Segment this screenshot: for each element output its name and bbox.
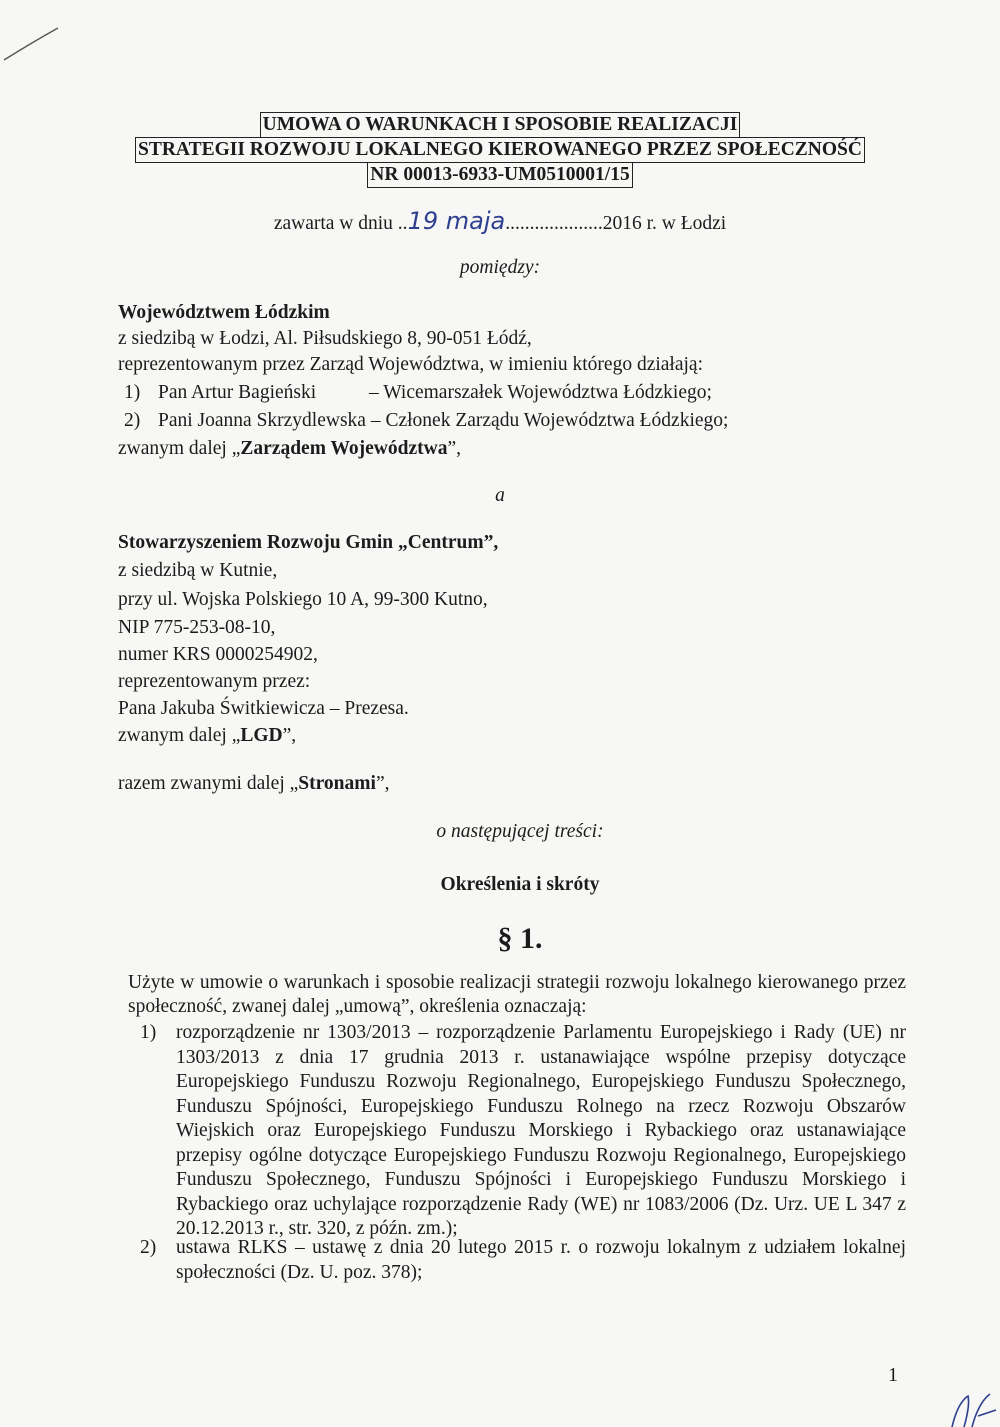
party2-nip: NIP 775-253-08-10, xyxy=(118,617,276,638)
handwritten-date: 19 maja xyxy=(407,207,506,235)
together-name: Stronami xyxy=(298,773,376,794)
party2-name: Stowarzyszeniem Rozwoju Gmin „Centrum”, xyxy=(118,532,499,553)
party1-represented: reprezentowanym przez Zarząd Województwa, w imieniu którego działają: xyxy=(118,354,703,375)
date-suffix: ....................2016 r. w Łodzi xyxy=(505,213,727,234)
date-prefix: zawarta w dniu .. xyxy=(273,213,408,234)
definition-text: rozporządzenie nr 1303/2013 – rozporządzenie Parlamentu Europejskiego i Rady (UE) nr 1303/2013 z dnia 17 grudnia 2013 r. ustanawiające wspólne przepisy dotyczące Europejskiego Funduszu Rozwoju Regionalnego, Europejskiego Funduszu Społecznego, Funduszu Spójności, Europejskiego Funduszu Rolnego na rzecz Rozwoju Obszarów Wiejskich oraz Europejskiego Funduszu Morskiego i Rybackiego oraz ustanawiające przepisy ogólne dotyczące Europejskiego Funduszu Rozwoju Regionalnego, Europejskiego Funduszu Społecznego, Funduszu Spójności i Europejskiego Funduszu Morskiego i Rybackiego oraz uchylające rozporządzenie Rady (WE) nr 1083/2006 (Dz. Urz. UE L 347 z 20.12.2013 r., str. 320, z późn. zm.); xyxy=(176,1022,906,1239)
party1-rep1-name: Pan Artur Bagieński xyxy=(158,382,317,403)
together-prefix: razem zwanymi dalej „ xyxy=(118,773,299,794)
party1-rep2-num: 2) xyxy=(124,410,141,431)
following-label: o następującej treści: xyxy=(436,821,604,842)
party1-name: Województwem Łódzkim xyxy=(118,302,330,323)
agreement-title xyxy=(0,112,1000,187)
party2-krs: numer KRS 0000254902, xyxy=(118,644,318,665)
party2-called-suffix: ”, xyxy=(282,725,297,746)
title-line-3: NR 00013-6933-UM0510001/15 xyxy=(367,162,632,188)
party1-called-name: Zarządem Województwa xyxy=(240,438,448,459)
definition-text: ustawa RLKS – ustawę z dnia 20 lutego 2015 r. o rozwoju lokalnym z udziałem lokalnej społeczności (Dz. U. poz. 378); xyxy=(176,1237,906,1283)
party1-rep1-role: – Wicemarszałek Województwa Łódzkiego; xyxy=(369,382,712,403)
party2-address: przy ul. Wojska Polskiego 10 A, 99-300 Kutno, xyxy=(118,589,488,610)
definition-number: 2) xyxy=(140,1237,157,1258)
paragraph-mark: § 1. xyxy=(497,922,543,955)
together-suffix: ”, xyxy=(375,773,390,794)
together-called xyxy=(118,772,389,796)
handwritten-initials xyxy=(952,1394,996,1427)
title-line-2: STRATEGII ROZWOJU LOKALNEGO KIEROWANEGO PRZEZ SPOŁECZNOŚĆ xyxy=(135,137,865,163)
conclusion-date-line xyxy=(0,209,1000,236)
party2-called xyxy=(118,724,296,748)
party1-rep2-text: Pani Joanna Skrzydlewska – Członek Zarządu Województwa Łódzkiego; xyxy=(158,410,729,431)
party2-seat: z siedzibą w Kutnie, xyxy=(118,560,278,581)
definition-number: 1) xyxy=(140,1022,157,1043)
conjunction: a xyxy=(495,485,505,506)
party2-represented: reprezentowanym przez: xyxy=(118,671,311,692)
party2-called-prefix: zwanym dalej „ xyxy=(118,725,241,746)
party2-rep: Pana Jakuba Świtkiewicza – Prezesa. xyxy=(118,698,409,719)
title-line-1: UMOWA O WARUNKACH I SPOSOBIE REALIZACJI xyxy=(260,112,741,138)
party1-rep1-num: 1) xyxy=(124,382,141,403)
party1-seat: z siedzibą w Łodzi, Al. Piłsudskiego 8, 90-051 Łódź, xyxy=(118,328,532,349)
party1-called xyxy=(118,437,461,461)
definitions-intro: Użyte w umowie o warunkach i sposobie realizacji strategii rozwoju lokalnego kierowanego przez społeczność, zwanej dalej „umową”, określenia oznaczają: xyxy=(128,972,906,1017)
party1-called-prefix: zwanym dalej „ xyxy=(118,438,241,459)
section-heading: Określenia i skróty xyxy=(440,874,600,895)
party1-called-suffix: ”, xyxy=(447,438,461,459)
between-label: pomiędzy: xyxy=(459,257,541,278)
pen-stroke-top-left xyxy=(4,28,58,60)
page-number: 1 xyxy=(888,1364,898,1386)
party2-called-name: LGD xyxy=(240,725,283,746)
